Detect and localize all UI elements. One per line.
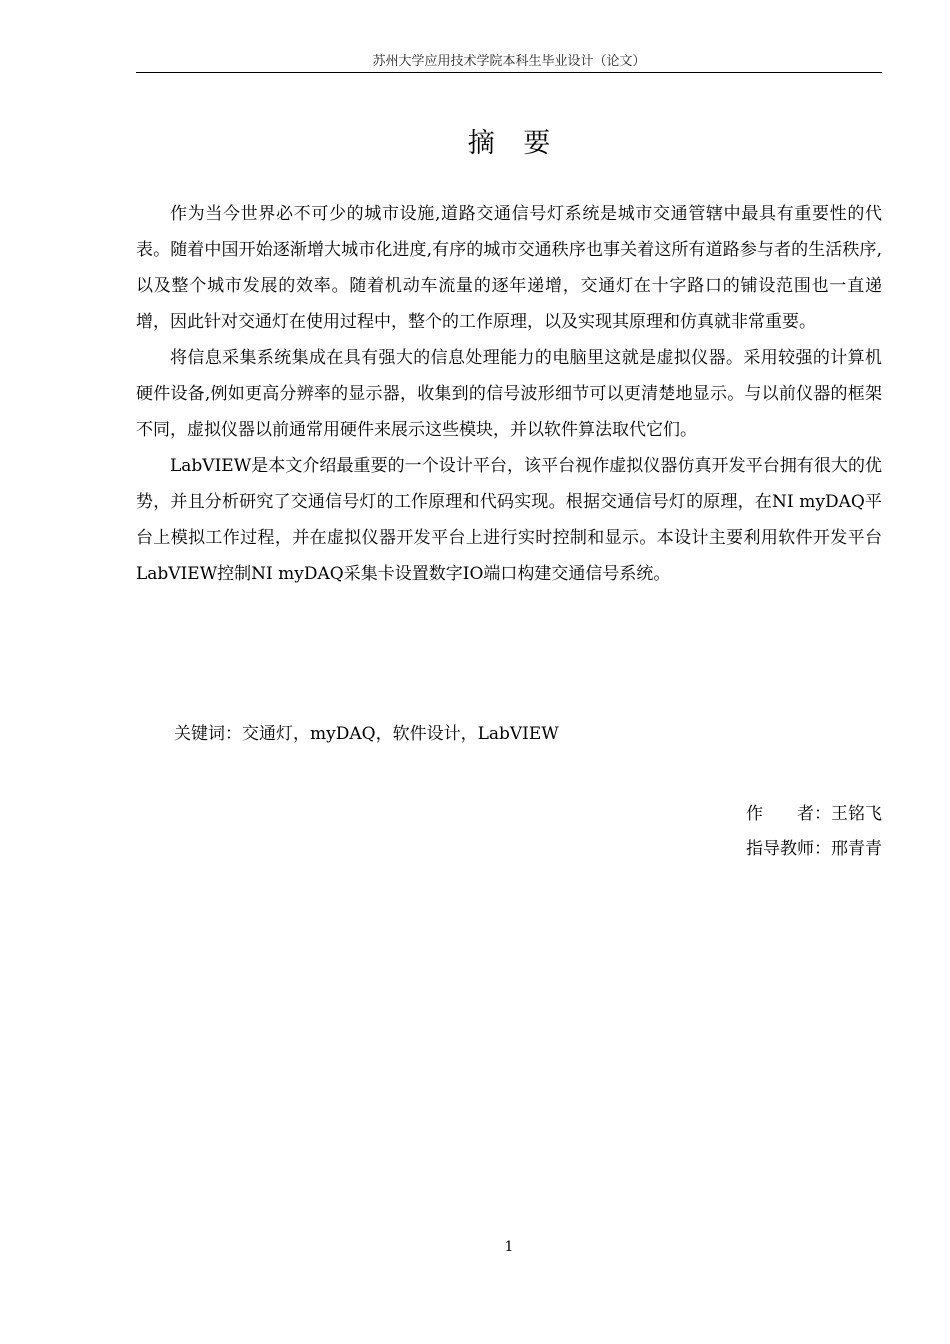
advisor-line (600, 831, 882, 867)
keywords-line: 关键词：交通灯，myDAQ，软件设计，LabVIEW (174, 724, 559, 744)
abstract-body (136, 196, 882, 592)
header-rule (136, 72, 882, 73)
abstract-paragraph-1: 作为当今世界必不可少的城市设施,道路交通信号灯系统是城市交通管辖中最具有重要性的代表。随着中国开始逐渐增大城市化进度,有序的城市交通秩序也事关着这所有道路参与者的生活秩序,以及整个城市发展的效率。随着机动车流量的逐年递增，交通灯在十字路口的铺设范围也一直递增，因此针对交通灯在使用过程中，整个的工作原理，以及实现其原理和仿真就非常重要。 (136, 204, 882, 332)
running-header: 苏州大学应用技术学院本科生毕业设计（论文） (372, 54, 646, 69)
advisor-label: 指导教师： (746, 839, 831, 859)
author-line (600, 796, 882, 832)
author-label: 作 者： (746, 804, 831, 824)
advisor-name: 邢青青 (831, 839, 882, 859)
abstract-paragraph-2: 将信息采集系统集成在具有强大的信息处理能力的电脑里这就是虚拟仪器。采用较强的计算机硬件设备,例如更高分辨率的显示器，收集到的信号波形细节可以更清楚地显示。与以前仪器的框架不同，虚拟仪器以前通常用硬件来展示这些模块，并以软件算法取代它们。 (136, 348, 882, 440)
page-number: 1 (504, 1239, 514, 1255)
abstract-paragraph-3: LabVIEW是本文介绍最重要的一个设计平台，该平台视作虚拟仪器仿真开发平台拥有很大的优势，并且分析研究了交通信号灯的工作原理和代码实现。根据交通信号灯的原理，在NI myDAQ平台上模拟工作过程，并在虚拟仪器开发平台上进行实时控制和显示。本设计主要利用软件开发平台LabVIEW控制NI myDAQ采集卡设置数字IO端口构建交通信号系统。 (136, 456, 882, 584)
author-name: 王铭飞 (831, 804, 882, 824)
page-title: 摘 要 (467, 128, 561, 159)
